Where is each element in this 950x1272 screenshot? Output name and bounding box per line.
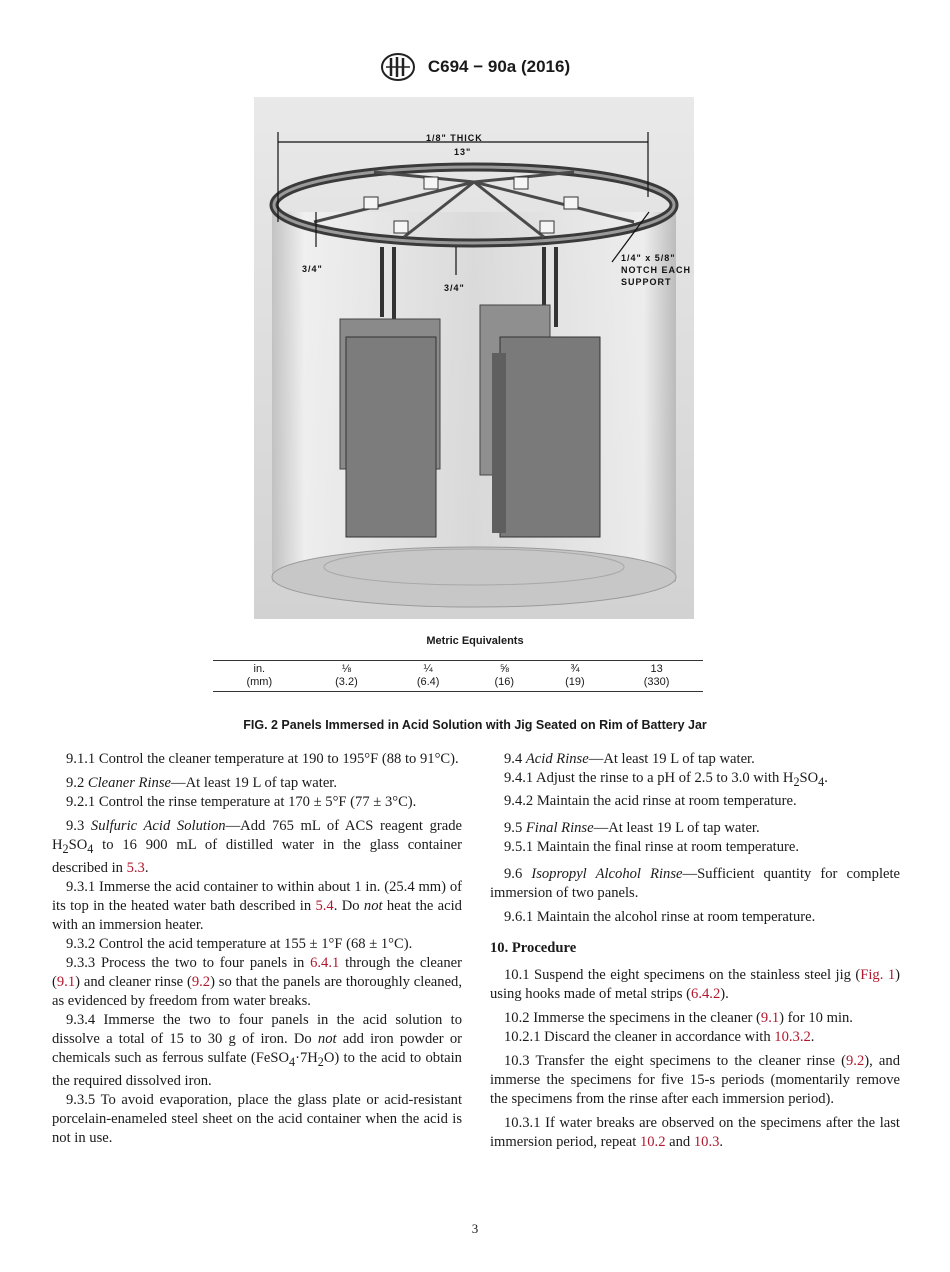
label-notch-2: NOTCH EACH bbox=[621, 265, 691, 275]
page-number: 3 bbox=[471, 1221, 479, 1236]
paragraph-9-2: 9.2 Cleaner Rinse—At least 19 L of tap water. bbox=[66, 775, 338, 791]
metric-cell: (3.2) bbox=[306, 676, 388, 692]
paragraph-9-4-1: 9.4.1 Adjust the rinse to a pH of 2.5 to 3.0 with $H_2SO_4$. bbox=[504, 770, 828, 789]
paragraph-9-4: 9.4 Acid Rinse—At least 19 L of tap water. bbox=[504, 751, 755, 767]
metric-equivalents-table bbox=[213, 660, 703, 692]
paragraph-10-3: 10.3 Transfer the eight specimens to the cleaner rinse (9.2), and immerse the specimens for five 15-s periods (momentarily remove the specimens from the rinse after each immersion period). bbox=[490, 1052, 900, 1107]
paragraph-9-5-1: 9.5.1 Maintain the final rinse at room temperature. bbox=[504, 838, 800, 855]
ref-link-5-4[interactable]: 5.4 bbox=[315, 897, 334, 914]
metric-cell: ¼ bbox=[387, 661, 469, 677]
ref-link-10-3-2[interactable]: 10.3.2 bbox=[774, 1028, 811, 1045]
label-notch-3: SUPPORT bbox=[621, 277, 672, 287]
document-title: C694 − 90a (2016) bbox=[427, 57, 571, 76]
metric-cell: ¾ bbox=[540, 661, 611, 677]
paragraph-10-2: 10.2 Immerse the specimens in the cleaner (9.1) for 10 min. bbox=[504, 1009, 853, 1026]
metric-equivalents-title: Metric Equivalents bbox=[426, 635, 524, 647]
metric-cell: (6.4) bbox=[387, 676, 469, 692]
label-notch-1: 1/4" x 5/8" bbox=[621, 253, 676, 263]
figure-photo bbox=[254, 97, 694, 619]
paragraph-9-4-2: 9.4.2 Maintain the acid rinse at room temperature. bbox=[504, 792, 797, 809]
left-column bbox=[52, 750, 462, 1148]
metric-cell: (16) bbox=[469, 676, 540, 692]
astm-logo-icon bbox=[380, 52, 416, 82]
paragraph-10-2-1: 10.2.1 Discard the cleaner in accordance with 10.3.2. bbox=[504, 1028, 815, 1045]
ref-link-5-3[interactable]: 5.3 bbox=[126, 859, 145, 876]
ref-link-6-4-1[interactable]: 6.4.1 bbox=[310, 954, 340, 971]
ref-link-9-2[interactable]: 9.2 bbox=[846, 1052, 865, 1069]
metric-cell: (330) bbox=[610, 676, 703, 692]
ref-link-6-4-2[interactable]: 6.4.2 bbox=[691, 985, 721, 1002]
page-header bbox=[0, 52, 950, 82]
metric-cell: ⅛ bbox=[306, 661, 388, 677]
metric-cell: (mm) bbox=[213, 676, 306, 692]
right-column bbox=[490, 750, 900, 1152]
ref-link-9-1[interactable]: 9.1 bbox=[56, 973, 76, 990]
paragraph-9-3: 9.3 Sulfuric Acid Solution—Add 765 mL of ACS reagent grade $H_2SO_4$ to 16 900 mL of distilled water in the glass container described in 5.3. bbox=[52, 818, 462, 876]
metric-row-mm bbox=[213, 676, 703, 692]
label-diameter: 13" bbox=[454, 147, 472, 157]
metric-cell: (19) bbox=[540, 676, 611, 692]
paragraph-10-1: 10.1 Suspend the eight specimens on the stainless steel jig (Fig. 1) using hooks made of metal strips (6.4.2). bbox=[490, 966, 901, 1002]
metric-row-inches bbox=[213, 661, 703, 677]
paragraph-9-3-5: 9.3.5 To avoid evaporation, place the glass plate or acid-resistant porcelain-enameled steel sheet on the acid container when the acid is not in use. bbox=[52, 1091, 462, 1146]
ref-link-10-3[interactable]: 10.3 bbox=[693, 1133, 720, 1150]
metric-cell: 13 bbox=[610, 661, 703, 677]
ref-link-fig-1[interactable]: Fig. 1 bbox=[860, 966, 896, 983]
label-left-dim: 3/4" bbox=[302, 264, 323, 274]
paragraph-9-1-1: 9.1.1 Control the cleaner temperature at 190 to 195°F (88 to 91°C). bbox=[66, 751, 459, 767]
label-center-dim: 3/4" bbox=[444, 283, 465, 293]
paragraph-9-6-1: 9.6.1 Maintain the alcohol rinse at room temperature. bbox=[504, 908, 816, 925]
ref-link-9-1[interactable]: 9.1 bbox=[760, 1009, 780, 1026]
paragraph-9-3-3: 9.3.3 Process the two to four panels in 6.4.1 through the cleaner (9.1) and cleaner rinse (9.2) so that the panels are thoroughly cleaned, as evidenced by freedom from water breaks. bbox=[52, 954, 462, 1009]
battery-jar bbox=[272, 212, 676, 582]
metric-cell: ⅝ bbox=[469, 661, 540, 677]
paragraph-9-3-2: 9.3.2 Control the acid temperature at 155 ± 1°F (68 ± 1°C). bbox=[66, 935, 413, 952]
paragraph-9-3-4: 9.3.4 Immerse the two to four panels in the acid solution to dissolve a total of 15 to 30 g of iron. Do not add iron powder or chemicals such as ferrous sulfate $(FeSO_4\cdot 7H_2O)$ to the acid to obtain the required dissolved iron. bbox=[52, 1011, 462, 1089]
paragraph-9-3-1: 9.3.1 Immerse the acid container to within about 1 in. (25.4 mm) of its top in the heated water bath described in 5.4. Do not heat the acid with an immersion heater. bbox=[52, 878, 462, 933]
ref-link-9-2[interactable]: 9.2 bbox=[191, 973, 211, 990]
ref-link-10-2[interactable]: 10.2 bbox=[639, 1133, 666, 1150]
figure-caption: FIG. 2 Panels Immersed in Acid Solution with Jig Seated on Rim of Battery Jar bbox=[243, 718, 707, 732]
paragraph-9-6: 9.6 Isopropyl Alcohol Rinse—Sufficient quantity for complete immersion of two panels. bbox=[490, 865, 901, 901]
section-heading-procedure: 10. Procedure bbox=[490, 939, 577, 956]
paragraph-9-2-1: 9.2.1 Control the rinse temperature at 170 ± 5°F (77 ± 3°C). bbox=[66, 794, 417, 810]
label-thick: 1/8" THICK bbox=[426, 133, 483, 143]
paragraph-10-3-1: 10.3.1 If water breaks are observed on the specimens after the last immersion period, repeat 10.2 and 10.3. bbox=[490, 1114, 900, 1150]
paragraph-9-5: 9.5 Final Rinse—At least 19 L of tap water. bbox=[504, 819, 760, 836]
metric-cell: in. bbox=[213, 661, 306, 677]
